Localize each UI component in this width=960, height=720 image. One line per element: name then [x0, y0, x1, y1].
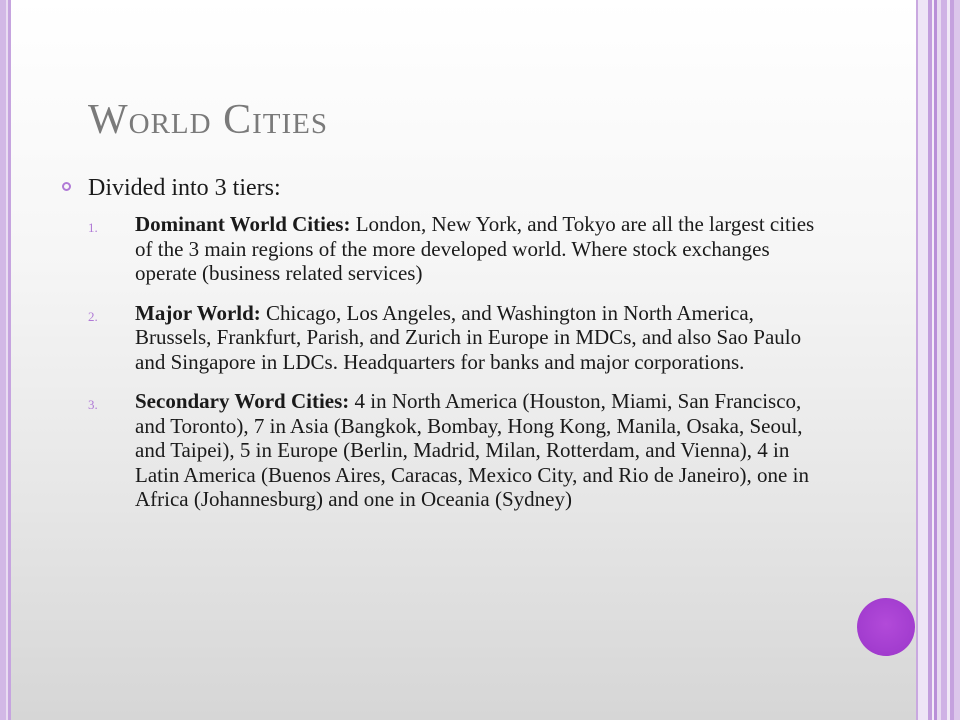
tier-text: 4 in North America (Houston, Miami, San Francisco, and Toronto), 7 in Asia (Bangkok, Bombay, Hong Kong, Manila, Osaka, Seoul, and Taipei), 5 in Europe (Berlin, Madrid, Milan, Rotterdam, and Vienna), 4 in Latin America (Buenos Aires, Caracas, Mexico City, and Rio de Janeiro), one in Africa (Johannesburg) and one in Oceania (Sydney) [135, 389, 809, 511]
tier-number: 1. [88, 220, 98, 235]
tier-list [62, 212, 832, 512]
tier-text: London, New York, and Tokyo are all the largest cities of the 3 main regions of the more developed world. Where stock exchanges operate (business related services) [135, 212, 815, 285]
tier-label: Dominant World Cities: [135, 212, 351, 236]
tier-number: 2. [88, 308, 98, 324]
decorative-purple-dot [857, 598, 915, 656]
right-decorative-stripes [916, 0, 960, 720]
tier-item-dominant [88, 212, 832, 286]
main-bullet [62, 174, 832, 202]
tier-number: 3. [88, 397, 98, 412]
ring-bullet-icon [62, 182, 71, 191]
slide-content [62, 170, 832, 527]
tier-item-major [88, 301, 832, 375]
main-bullet-text: Divided into 3 tiers: [88, 175, 281, 201]
tier-label: Major World: [135, 300, 261, 325]
tier-label: Secondary Word Cities: [135, 389, 350, 413]
left-decorative-stripe [0, 0, 13, 720]
tier-item-secondary [88, 389, 832, 512]
tier-text: Chicago, Los Angeles, and Washington in North America, Brussels, Frankfurt, Parish, and Zurich in Europe in MDCs, and also Sao Paulo and Singapore in LDCs. Headquarters for banks and major corporations. [135, 300, 802, 374]
slide-title: World Cities [88, 97, 328, 143]
